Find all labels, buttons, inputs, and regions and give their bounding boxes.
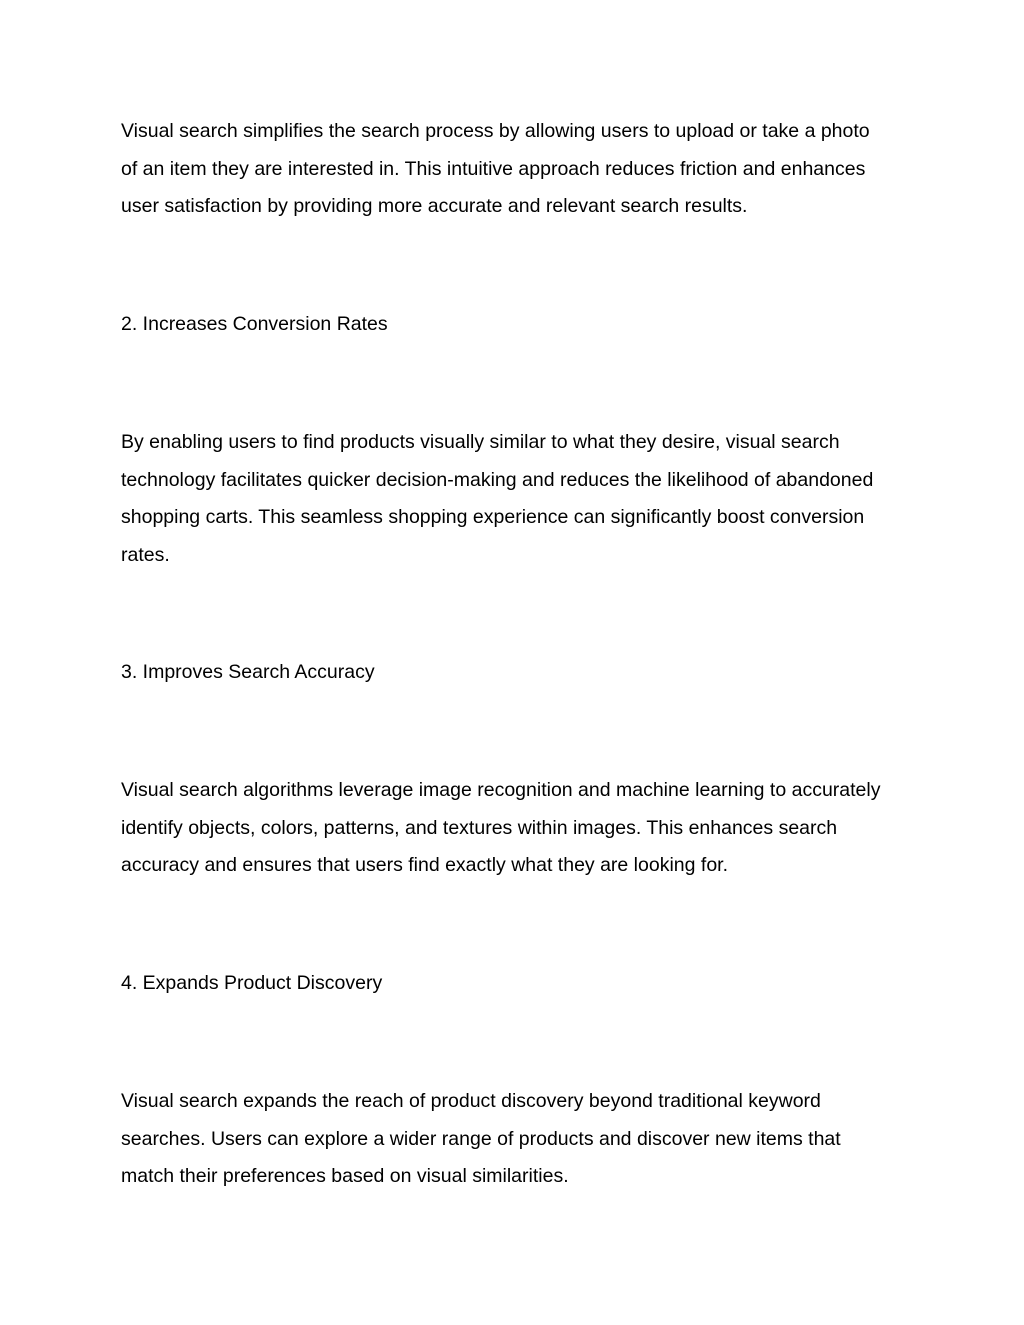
paragraph-line: accuracy and ensures that users find exactly what they are looking for. [121, 854, 728, 877]
paragraph-line: identify objects, colors, patterns, and textures within images. This enhances search [121, 816, 838, 839]
paragraph-line: user satisfaction by providing more accurate and relevant search results. [121, 195, 748, 218]
section-heading: 3. Improves Search Accuracy [121, 661, 375, 683]
section-heading-search-accuracy [121, 654, 911, 692]
section-heading: 2. Increases Conversion Rates [121, 313, 388, 335]
section-heading: 4. Expands Product Discovery [121, 972, 383, 994]
paragraph-line: Visual search simplifies the search process by allowing users to upload or take a photo [121, 120, 870, 142]
section-paragraph-product-discovery [121, 1083, 911, 1196]
paragraph-line: searches. Users can explore a wider range of products and discover new items that [121, 1127, 841, 1150]
paragraph-line: technology facilitates quicker decision-making and reduces the likelihood of abandoned [121, 468, 874, 491]
section-heading-conversion-rates [121, 306, 911, 344]
paragraph-line: By enabling users to find products visually similar to what they desire, visual search [121, 431, 840, 453]
section-paragraph-conversion-rates [121, 424, 911, 575]
section-paragraph-search-accuracy [121, 772, 911, 885]
paragraph-line: Visual search expands the reach of product discovery beyond traditional keyword [121, 1090, 821, 1112]
paragraph-line: shopping carts. This seamless shopping experience can significantly boost conversion [121, 506, 865, 529]
paragraph-line: of an item they are interested in. This intuitive approach reduces friction and enhances [121, 157, 866, 180]
paragraph-line: rates. [121, 544, 170, 567]
section-heading-product-discovery [121, 965, 911, 1003]
paragraph-line: Visual search algorithms leverage image recognition and machine learning to accurately [121, 779, 881, 801]
paragraph-line: match their preferences based on visual similarities. [121, 1165, 569, 1188]
intro-paragraph [121, 113, 911, 226]
